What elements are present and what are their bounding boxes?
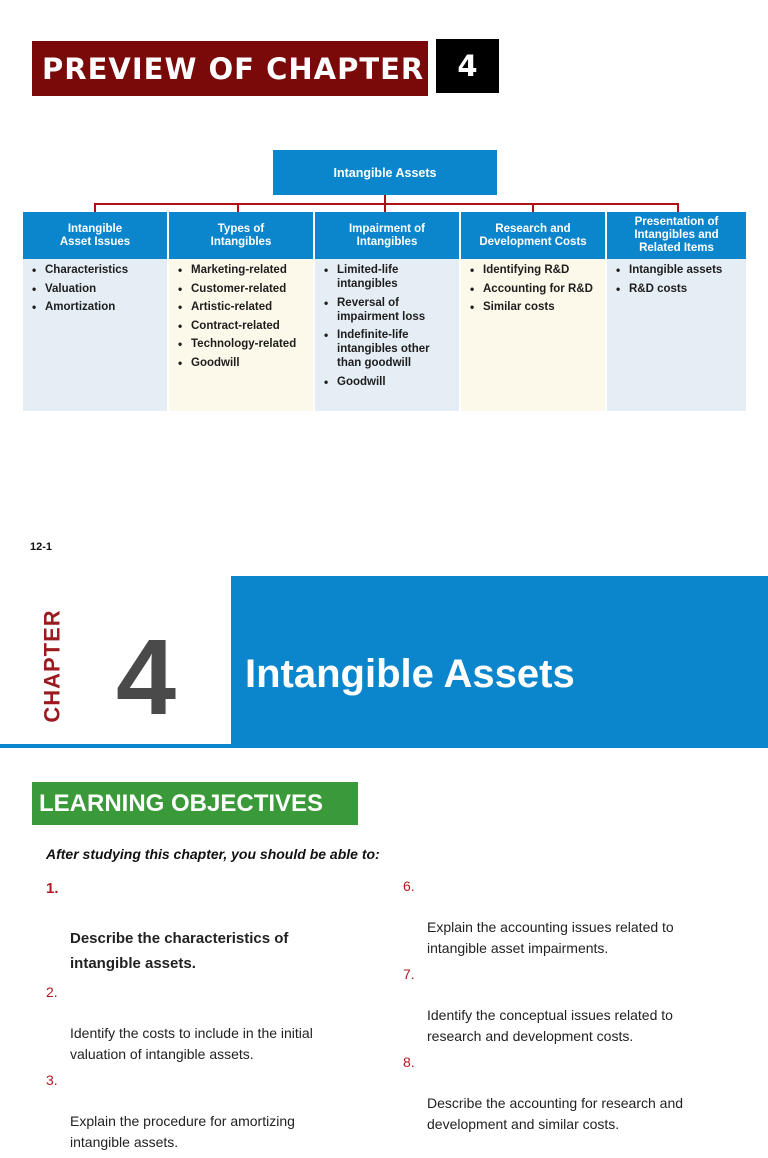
chart-column-types bbox=[169, 212, 315, 411]
objectives-right-column bbox=[403, 876, 703, 1140]
objective-text: Describe the accounting for research and development and similar costs. bbox=[427, 1095, 684, 1132]
column-item: • Goodwill bbox=[177, 356, 307, 370]
chapter-label bbox=[18, 606, 88, 726]
column-item: • Accounting for R&D bbox=[469, 282, 599, 296]
objective-text: Explain the accounting issues related to intangible asset impairments. bbox=[427, 919, 674, 956]
connector-drop-3 bbox=[384, 203, 386, 212]
column-heading: Types of Intangibles bbox=[169, 212, 315, 259]
connector-drop-4 bbox=[532, 203, 534, 212]
objective-item bbox=[403, 876, 703, 958]
objective-item bbox=[403, 1052, 703, 1134]
chart-column-research bbox=[461, 212, 607, 411]
objective-item bbox=[46, 982, 346, 1064]
preview-chapter-number: 4 bbox=[436, 39, 499, 93]
column-item: • Valuation bbox=[31, 282, 161, 296]
objective-number: 6. bbox=[403, 878, 415, 894]
page-number: 12-1 bbox=[30, 541, 53, 553]
learning-objectives-intro: After studying this chapter, you should be able to: bbox=[46, 846, 380, 862]
chart-column-impairment bbox=[315, 212, 461, 411]
chart-columns bbox=[23, 212, 746, 411]
column-item: • Amortization bbox=[31, 300, 161, 314]
objective-number: 1. bbox=[46, 880, 59, 897]
chapter-title: Intangible Assets bbox=[245, 652, 575, 696]
column-item: • Limited-life intangibles bbox=[323, 263, 453, 291]
column-heading: Research and Development Costs bbox=[461, 212, 607, 259]
column-item: • Technology-related bbox=[177, 337, 307, 351]
column-items bbox=[469, 263, 599, 314]
objective-text: Identify the costs to include in the initial valuation of intangible assets. bbox=[70, 1025, 313, 1062]
column-item: • Contract-related bbox=[177, 319, 307, 333]
chapter-label-text: CHAPTER bbox=[40, 609, 65, 723]
chart-root-box: Intangible Assets bbox=[273, 150, 497, 195]
objective-text: Explain the procedure for amortizing intangible assets. bbox=[70, 1113, 295, 1150]
column-item: • Identifying R&D bbox=[469, 263, 599, 277]
column-items bbox=[615, 263, 740, 296]
column-item: • R&D costs bbox=[615, 282, 740, 296]
column-items bbox=[323, 263, 453, 389]
connector-drop-2 bbox=[237, 203, 239, 212]
column-item: • Reversal of impairment loss bbox=[323, 296, 453, 324]
objective-number: 7. bbox=[403, 966, 415, 982]
column-items bbox=[177, 263, 307, 370]
column-item: • Intangible assets bbox=[615, 263, 740, 277]
learning-objectives-heading: LEARNING OBJECTIVES bbox=[32, 782, 358, 825]
objective-text: Describe the characteristics of intangible assets. bbox=[70, 930, 289, 972]
column-item: • Indefinite-life intangibles other than goodwill bbox=[323, 328, 453, 370]
objective-number: 2. bbox=[46, 984, 58, 1000]
connector-drop-1 bbox=[94, 203, 96, 212]
objective-item bbox=[403, 964, 703, 1046]
column-heading: Presentation of Intangibles and Related Items bbox=[607, 212, 746, 259]
preview-title: PREVIEW OF CHAPTER bbox=[32, 41, 428, 96]
chart-column-presentation bbox=[607, 212, 746, 411]
chapter-divider bbox=[0, 744, 768, 748]
chart-column-issues bbox=[23, 212, 169, 411]
objective-item bbox=[46, 1070, 346, 1152]
column-heading: Intangible Asset Issues bbox=[23, 212, 169, 259]
column-item: • Customer-related bbox=[177, 282, 307, 296]
connector-drop-5 bbox=[677, 203, 679, 212]
chapter-number: 4 bbox=[115, 616, 177, 737]
objectives-left-column bbox=[46, 876, 346, 1158]
objective-item bbox=[46, 876, 346, 976]
objective-text: Identify the conceptual issues related to research and development costs. bbox=[427, 1007, 673, 1044]
connector-horizontal bbox=[94, 203, 679, 205]
column-item: • Marketing-related bbox=[177, 263, 307, 277]
column-item: • Artistic-related bbox=[177, 300, 307, 314]
column-heading: Impairment of Intangibles bbox=[315, 212, 461, 259]
objective-number: 3. bbox=[46, 1072, 58, 1088]
column-item: • Characteristics bbox=[31, 263, 161, 277]
column-item: • Goodwill bbox=[323, 375, 453, 389]
column-item: • Similar costs bbox=[469, 300, 599, 314]
objective-number: 8. bbox=[403, 1054, 415, 1070]
column-items bbox=[31, 263, 161, 314]
